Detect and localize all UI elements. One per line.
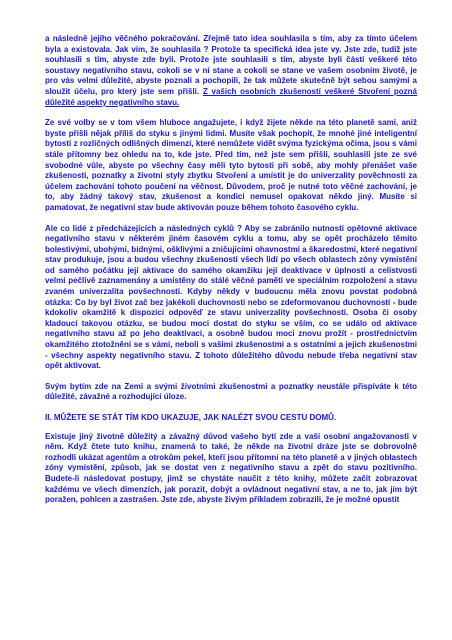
paragraph-1 xyxy=(45,34,417,108)
paragraph-5: Existuje jiný životně důležitý a závažný důvod vašeho bytí zde a vaší osobní angažovanosti v něm. Když čtete tuto knihu, znamená to také, že někde na životní dráze jste se dobrovolně rozhodli ukázat agentům a otrokům pekel, kteří jsou přítomni na této planetě a v jiných oblastech zóny vymístění, způsob, jak se dostat ven z negativního stavu a zpět do stavu pozitivního. Budete-li následovat postupy, jimž se chystáte naučit z této knihy, můžete začít zobrazovat každému ve všech dimenzích, jak porazit, dobýt a ovládnout negativní stav, a ne to, jak jím být poražen, pohlcen a zastrašen. Jste zde, abyste živým příkladem zobrazili, že je možné opustit xyxy=(45,431,417,505)
paragraph-3: Ale co lidé z předcházejících a následných cyklů ? Aby se zabránilo nutnosti opětovné aktivace negativního stavu v některém jiném časovém cyklu a tomu, aby se opět procházelo těmito bolestivými, ubohými, bídnými, ošklivými a zničujícími ohavnostmi a škaredostmi, které negativní stav produkuje, jsou a budou všechny zkušenosti všech lidí po všech oblastech zóny vymístění od samého počátku její aktivace do samého okamžiku její deaktivace v úplnosti a celistvosti velmi pečlivě zaznamenány a umístěny do stálé věčné paměti ve speciálním rozpoložení a stavu zvaném univerzalita povšechnosti. Kdyby někdy v budoucnu měla znovu povstat podobná otázka: Co by byl život zač bez jakékoli duchovnosti nebo se zdeformovanou duchovností - bude kdokoliv okamžitě k dispozici odpověď ze stavu univerzality povšechnosti. Osoba či osoby kladoucí takovou otázku, se budou moci dostat do styku se vším, co se událo od aktivace negativního stavu až po jeho deaktivaci, a osobně budou moci znovu prožít - prostřednictvím okamžitého ztotožnění se s vámi, neboli s vašimi zkušenostmi a s ostatními a jejich zkušenostmi - všechny aspekty negativního stavu. Z tohoto důležitého důvodu nebude třeba negativní stav opět aktivovat. xyxy=(45,223,417,371)
paragraph-1-text: a následně jejího věčného pokračování. Zřejmě tato idea souhlasila s tím, aby za tímto účelem byla a existovala. Jak vím, že souhlasila ? Protože ta specifická idea jste vy. Jste zde, tudíž jste souhlasili s tím, abyste zde byli. Protože jste souhlasili s tím, abyste byli částí veškeré této soustavy negativního stavu, cokoli se v ní stane a cokoli se stane ve vašem osobním životě, je pro vás velmi důležité, abyste poznali a pochopili, že tak můžete skutečně být sebou samými a sloužit účelu, pro který jste sem přišli. xyxy=(45,34,417,96)
section-heading: II. MŮŽETE SE STÁT TÍM KDO UKAZUJE, JAK NALÉZT SVOU CESTU DOMŮ. xyxy=(45,413,337,422)
paragraph-4: Svým bytím zde na Zemi a svými životními zkušenostmi a poznatky neustále přispíváte k této důležité, závažné a rozhodující úloze. xyxy=(45,381,417,402)
document-page xyxy=(45,34,417,516)
underlined-sentence: Z vašich osobních zkušeností veškeré Stvoření pozná důležité aspekty negativního stavu. xyxy=(45,86,418,107)
paragraph-2: Ze své volby se v tom všem hluboce angažujete, i když žijete někde na této planetě sami, aniž byste přišli nějak příliš do styku s jinými lidmi. Musíte však pochopit, že mnohé jiné inteligentní bytosti z rozličných odlišných dimenzí, které nemůžete vidět svýma fyzickýma očima, jsou s vámi stále přítomny bez ohledu na to, kde jste. Před tím, než jste sem přišli, souhlasili jste ze své svobodné vůle, abyste po všechny časy měli tyto bytosti při sobě, aby mohly přenášet vaše zkušenosti, poznatky a životní styly zbytku Stvoření a umístit je do univerzality pověchnosti za účelem zachování tohoto poučení na věčnost. Důvodem, proč je nutné toto věčné zachování, je to, aby žádný takový stav, zkušenost a kondici nemusel opakovat někdo jiný. Musíte si pamatovat, že negativní stav bude aktivován pouze během tohoto časového cyklu. xyxy=(45,118,417,212)
